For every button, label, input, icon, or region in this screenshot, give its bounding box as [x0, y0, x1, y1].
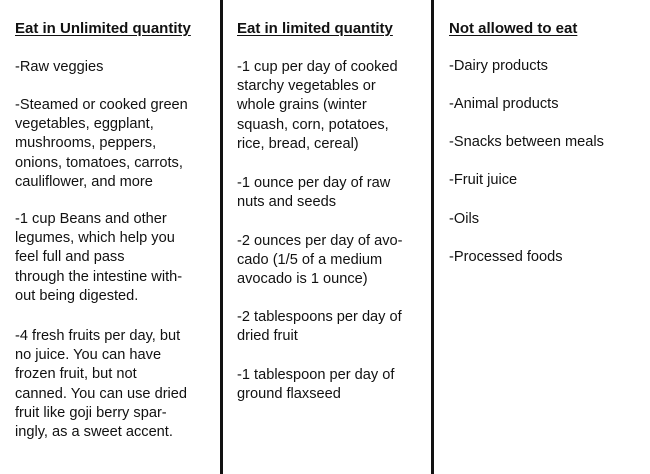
- list-item: -1 cup per day of cooked starchy vegetables or whole grains (winter squash, corn, potatoes, rice, bread, cereal): [237, 59, 398, 152]
- list-item: -4 fresh fruits per day, but no juice. You can have frozen fruit, but not canned. You can use dried fruit like goji berry spar- ingly, as a sweet accent.: [15, 328, 188, 441]
- column-heading: Eat in Unlimited quantity: [15, 20, 191, 37]
- column-unlimited: [0, 0, 220, 474]
- column-limited: [223, 0, 431, 474]
- column-heading: Not allowed to eat: [449, 20, 578, 37]
- list-item: -Processed foods: [449, 249, 563, 265]
- list-item: -2 tablespoons per day of dried fruit: [237, 309, 402, 345]
- list-item: -Steamed or cooked green vegetables, eggplant, mushrooms, peppers, onions, tomatoes, carrots, cauliflower, and more: [15, 97, 188, 190]
- list-item: -Fruit juice: [449, 172, 518, 188]
- list-item: -1 cup Beans and other legumes, which help you feel full and pass through the intestine with- out being digested.: [15, 211, 183, 304]
- column-heading: Eat in limited quantity: [237, 20, 393, 37]
- list-item: -Animal products: [449, 96, 559, 112]
- list-item: -1 tablespoon per day of ground flaxseed: [237, 367, 395, 403]
- list-item: -2 ounces per day of avo- cado (1/5 of a medium avocado is 1 ounce): [237, 233, 403, 288]
- list-item: -1 ounce per day of raw nuts and seeds: [237, 175, 391, 211]
- column-not-allowed: [434, 0, 650, 474]
- list-item: -Snacks between meals: [449, 134, 604, 150]
- list-item: -Raw veggies: [15, 59, 104, 75]
- list-item: -Dairy products: [449, 58, 548, 74]
- list-item: -Oils: [449, 211, 479, 227]
